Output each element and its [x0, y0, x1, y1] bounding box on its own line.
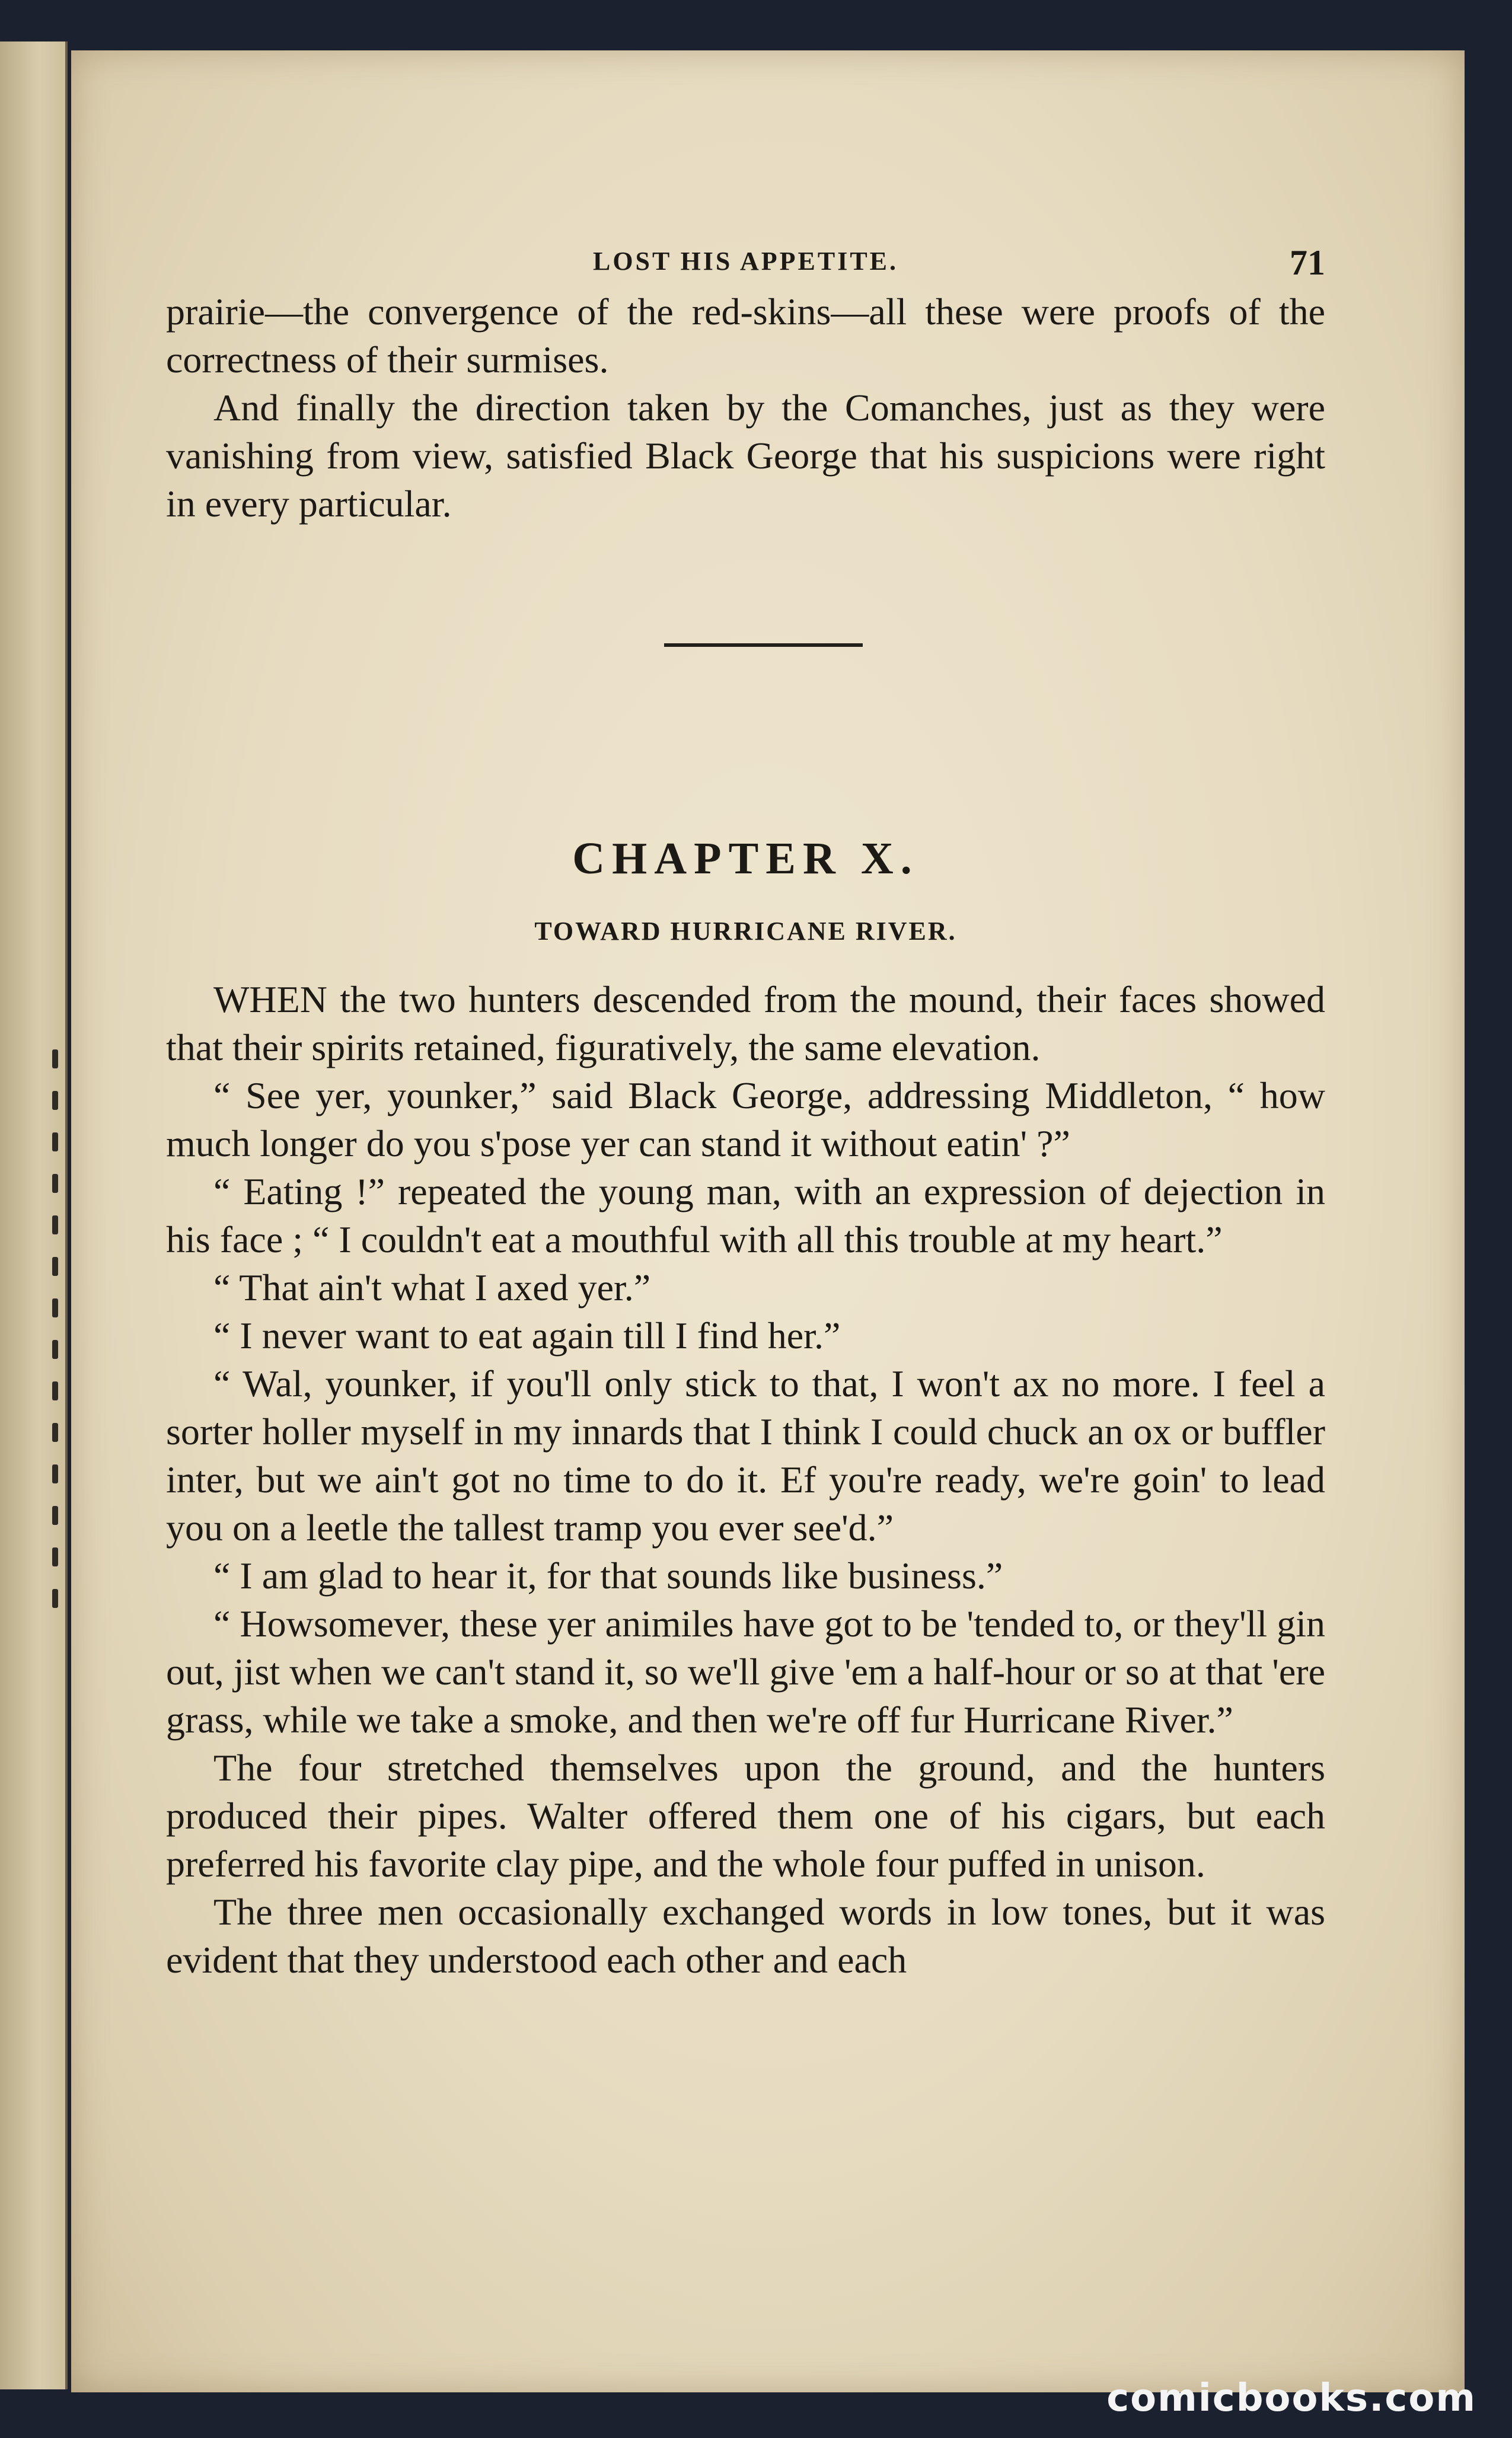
paragraph: And finally the direction taken by the Comanches, just as they were vanishing from view, satisfied Black George that his suspicions were right in every particular. [166, 387, 1325, 525]
text-fragment [52, 1340, 58, 1359]
paragraph: The four stretched themselves upon the ground, and the hunters produced their pipes. Walter offered them one of his cigars, but each preferred his favorite clay pipe, and the whole four puffed in unison. [166, 1747, 1325, 1885]
paragraph: WHEN the two hunters descended from the mound, their faces showed that their spirits retained, figuratively, the same elevation. [166, 978, 1325, 1068]
previous-page-edge [0, 42, 68, 2389]
text-fragment [52, 1589, 58, 1608]
paragraph: “ I never want to eat again till I find her.” [213, 1314, 841, 1357]
paragraph: “ That ain't what I axed yer.” [213, 1266, 651, 1309]
paragraph: prairie—the convergence of the red-skins—all these were proofs of the correctness of their surmises. [166, 291, 1325, 381]
chapter-text [166, 975, 1325, 1984]
text-fragment [52, 1257, 58, 1276]
text-fragment [52, 1298, 58, 1317]
paragraph: The three men occasionally exchanged words in low tones, but it was evident that they understood each other and each [166, 1891, 1325, 1981]
section-divider [664, 643, 863, 647]
book-page [71, 50, 1465, 2392]
text-fragment [52, 1547, 58, 1566]
watermark: comicbooks.com [1106, 2376, 1476, 2420]
text-fragment [52, 1215, 58, 1234]
text-fragment [52, 1174, 58, 1193]
chapter-subtitle: TOWARD HURRICANE RIVER. [534, 917, 957, 946]
text-fragment [52, 1423, 58, 1442]
opening-text [166, 288, 1325, 528]
text-fragment [52, 1049, 58, 1068]
running-head [166, 205, 1325, 288]
running-title: LOST HIS APPETITE. [592, 247, 899, 276]
text-fragment [52, 1132, 58, 1151]
chapter-title: CHAPTER X. [572, 834, 919, 883]
previous-page-text-fragments [52, 1049, 58, 1608]
paragraph: “ Wal, younker, if you'll only stick to that, I won't ax no more. I feel a sorter holler myself in my innards that I think I could chuck an ox or buffler inter, but we ain't got no time to do it. Ef you're ready, we're goin' to lead you on a leetle the tallest tramp you ever see'd.” [166, 1362, 1325, 1549]
text-fragment [52, 1091, 58, 1110]
text-fragment [52, 1506, 58, 1525]
paragraph: “ Eating !” repeated the young man, with an expression of dejection in his face ; “ I couldn't eat a mouthful with all this trouble at my heart.” [166, 1170, 1325, 1261]
text-fragment [52, 1381, 58, 1400]
page-number: 71 [1290, 243, 1325, 282]
text-fragment [52, 1464, 58, 1483]
paragraph: “ I am glad to hear it, for that sounds like business.” [213, 1555, 1003, 1597]
paragraph: “ See yer, younker,” said Black George, addressing Middleton, “ how much longer do you s'pose yer can stand it without eatin' ?” [166, 1074, 1325, 1164]
paragraph: “ Howsomever, these yer animiles have got to be 'tended to, or they'll gin out, jist when we can't stand it, so we'll give 'em a half-hour or so at that 'ere grass, while we take a smoke, and then we're off fur Hurricane River.” [166, 1603, 1325, 1741]
